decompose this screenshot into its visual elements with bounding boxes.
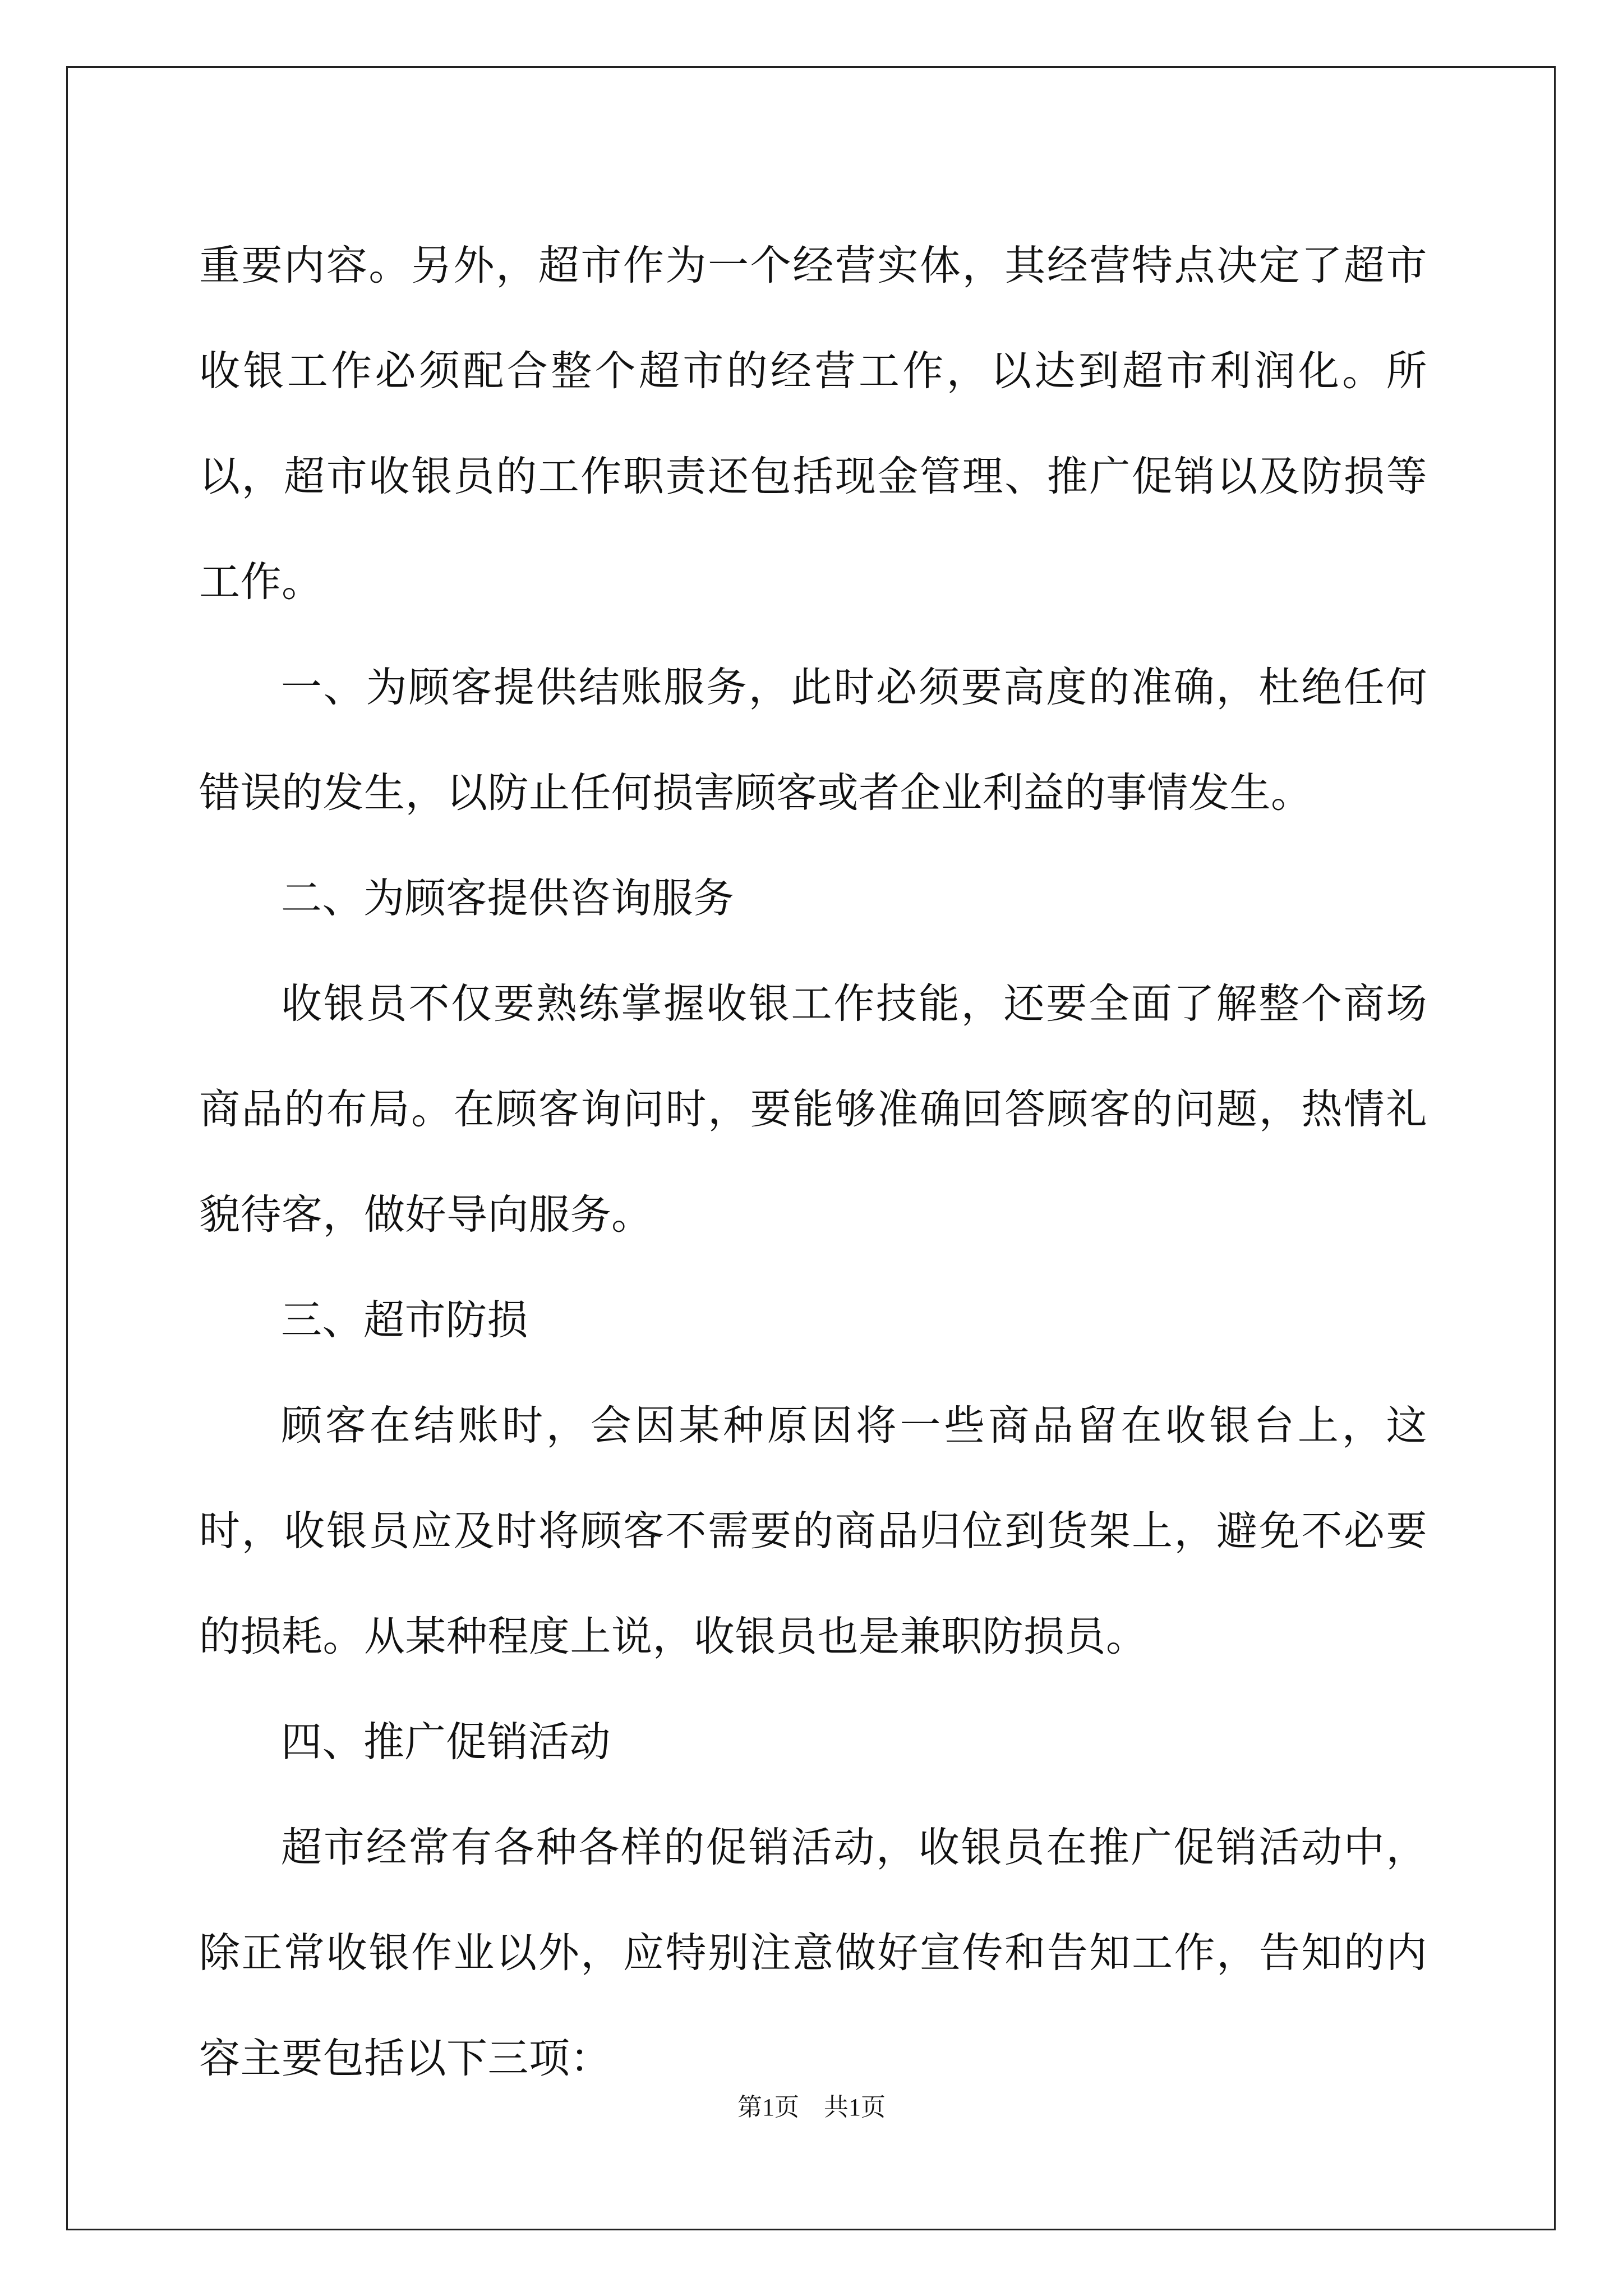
heading-item-four: 四、推广促销活动 [281,1718,611,1766]
document-body [199,213,1427,2111]
paragraph-item-one: 一、为顾客提供结账服务，此时必须要高度的准确，杜绝任何错误的发生，以防止任何损害顾客或者企业利益的事情发生。 [199,664,1427,817]
paragraph-consulting: 收银员不仅要熟练掌握收银工作技能，还要全面了解整个商场商品的布局。在顾客询问时，要能够准确回答顾客的问题，热情礼貌待客，做好导向服务。 [199,980,1427,1239]
paragraph-loss-prevention: 顾客在结账时，会因某种原因将一些商品留在收银台上，这时，收银员应及时将顾客不需要的商品归位到货架上，避免不必要的损耗。从某种程度上说，收银员也是兼职防损员。 [199,1402,1427,1660]
page-number-footer: 第1页 共1页 [737,2093,886,2121]
paragraph-promotion: 超市经常有各种各样的促销活动，收银员在推广促销活动中，除正常收银作业以外，应特别注意做好宣传和告知工作，告知的内容主要包括以下三项： [199,1824,1427,2082]
heading-item-two: 二、为顾客提供咨询服务 [281,875,735,922]
heading-item-three: 三、超市防损 [281,1296,528,1344]
paragraph-continuation: 重要内容。另外，超市作为一个经营实体，其经营特点决定了超市收银工作必须配合整个超市的经营工作，以达到超市利润化。所以，超市收银员的工作职责还包括现金管理、推广促销以及防损等工作。 [199,242,1427,606]
